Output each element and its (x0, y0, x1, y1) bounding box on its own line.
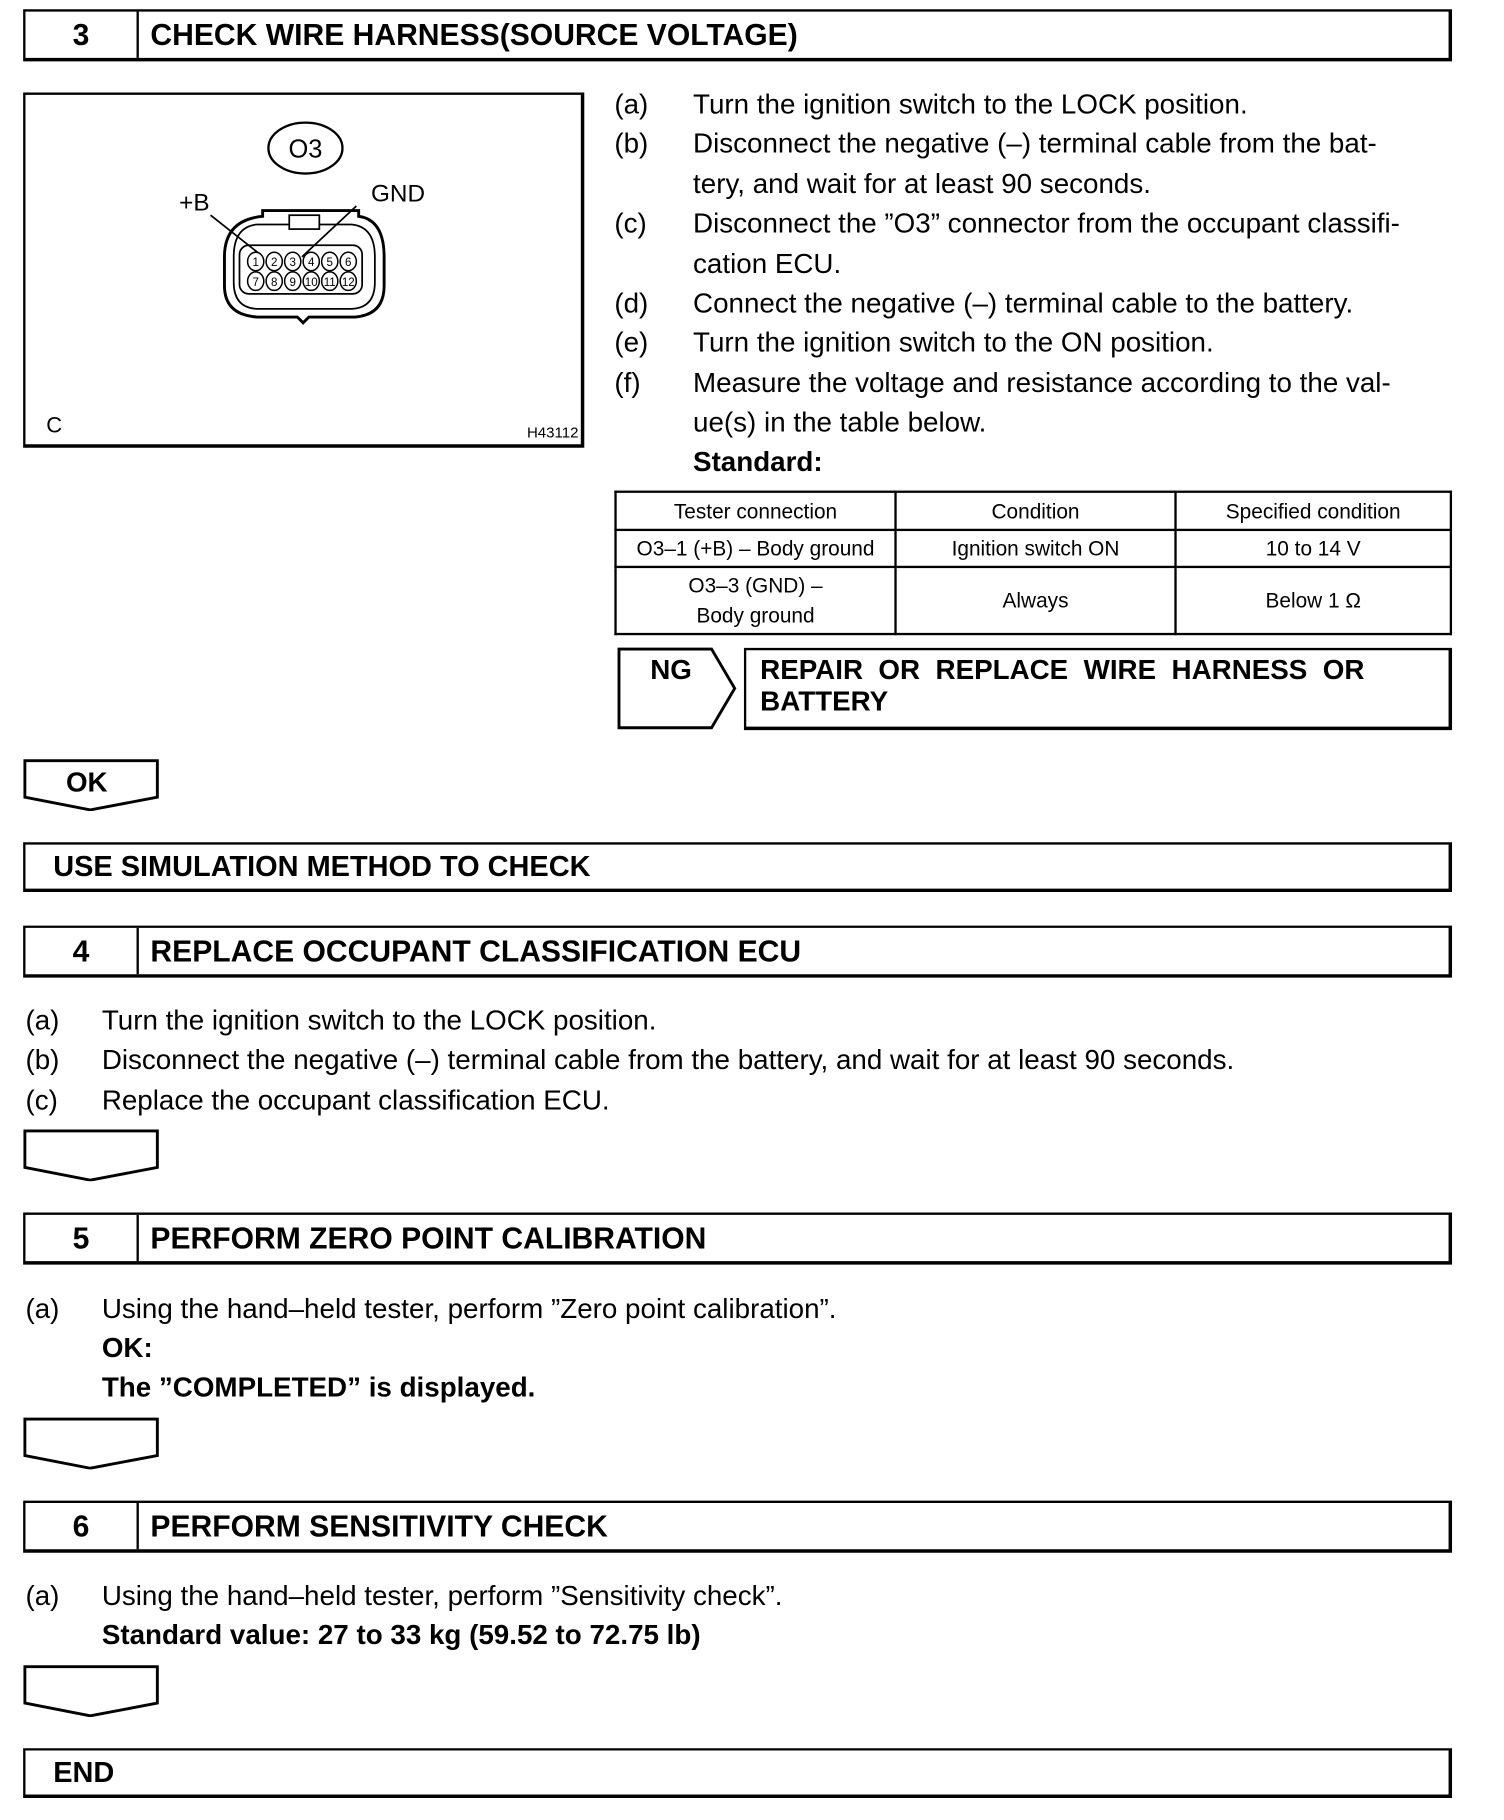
pin-number: 10 (304, 276, 318, 289)
table-cell (616, 567, 896, 634)
figure-id: H43112 (526, 424, 579, 442)
cell-line: Body ground (696, 603, 815, 628)
corner-label: C (46, 412, 63, 438)
ng-action-line2: BATTERY (760, 686, 889, 718)
step-label: (a) (25, 1580, 60, 1612)
table-row (616, 567, 1451, 634)
step-title: REPLACE OCCUPANT CLASSIFICATION ECU (150, 933, 802, 969)
pin-number: 3 (289, 257, 296, 270)
step-number: 6 (25, 1503, 138, 1549)
ok-label: OK (65, 767, 108, 799)
connector-label: O3 (288, 135, 323, 164)
step-number: 4 (25, 928, 138, 974)
pin-number: 6 (345, 257, 352, 270)
connector-diagram (25, 95, 580, 444)
next-arrow-icon (23, 1665, 160, 1717)
step-text: Using the hand–held tester, perform ”Sensitivity check”. (101, 1580, 783, 1612)
step-text: Turn the ignition switch to the LOCK position. (693, 89, 1248, 121)
ng-action-line1: REPAIR OR REPLACE WIRE HARNESS OR (760, 654, 1365, 687)
step-text: Disconnect the negative (–) terminal cable from the battery, and wait for at least 90 seconds. (101, 1044, 1235, 1077)
header-specified-condition: Specified condition (1176, 492, 1451, 530)
ng-label: NG (650, 654, 692, 687)
step-text: ue(s) in the table below. (693, 407, 987, 439)
step-text: Disconnect the negative (–) terminal cable from the bat- (693, 128, 1377, 161)
step-text: Connect the negative (–) terminal cable to the battery. (693, 288, 1354, 320)
step-text: cation ECU. (693, 248, 842, 280)
pin-number: 9 (289, 276, 296, 289)
step-label: (e) (614, 327, 649, 360)
step-text: Using the hand–held tester, perform ”Zero point calibration”. (101, 1293, 837, 1325)
step-number: 5 (25, 1215, 138, 1261)
pin-number: 5 (326, 257, 333, 270)
step-label: (d) (614, 288, 649, 320)
ok-criteria-label: OK: (101, 1332, 153, 1365)
step-3-header (23, 9, 1452, 61)
ng-action-box (744, 648, 1452, 730)
end-text: END (53, 1756, 115, 1789)
gnd-label: GND (371, 180, 425, 208)
simulation-text: USE SIMULATION METHOD TO CHECK (53, 850, 591, 883)
step-label: (a) (614, 89, 649, 121)
step-label: (c) (25, 1085, 58, 1117)
step-text: Replace the occupant classification ECU. (101, 1085, 610, 1117)
step-text: Turn the ignition switch to the ON position. (693, 327, 1214, 360)
table-cell: Ignition switch ON (896, 530, 1176, 567)
plus-b-label: +B (179, 189, 210, 217)
table-cell: Always (896, 567, 1176, 634)
table-row (616, 530, 1451, 567)
connector-figure (23, 93, 584, 448)
simulation-box (23, 842, 1452, 892)
table-cell: 10 to 14 V (1176, 530, 1451, 567)
step-number: 3 (25, 12, 138, 58)
end-box (23, 1748, 1452, 1798)
step-text: Disconnect the ”O3” connector from the occupant classifi- (693, 208, 1400, 240)
step-label: (b) (25, 1044, 60, 1077)
header-condition: Condition (896, 492, 1176, 530)
ok-criteria-text: The ”COMPLETED” is displayed. (101, 1372, 536, 1404)
next-arrow-icon (23, 1129, 160, 1181)
step-title: CHECK WIRE HARNESS(SOURCE VOLTAGE) (150, 17, 798, 53)
next-arrow-icon (23, 1417, 160, 1469)
step-label: (f) (614, 367, 641, 399)
step-5-header (23, 1213, 1452, 1265)
pin-number: 8 (270, 276, 278, 289)
table-cell: O3–1 (+B) – Body ground (616, 530, 896, 567)
step-label: (c) (614, 208, 647, 240)
pin-number: 1 (252, 257, 259, 270)
step-label: (a) (25, 1293, 60, 1325)
step-title: PERFORM SENSITIVITY CHECK (150, 1508, 608, 1544)
step-label: (b) (614, 128, 649, 161)
pin-number: 2 (270, 257, 278, 270)
cell-line: O3–3 (GND) – (688, 573, 823, 598)
pin-number: 7 (252, 276, 259, 289)
pin-number: 4 (308, 257, 315, 270)
step-text: Measure the voltage and resistance according to the val- (693, 367, 1391, 399)
step-text: Turn the ignition switch to the LOCK position. (101, 1005, 657, 1037)
pin-number: 11 (323, 276, 336, 289)
step-6-header (23, 1501, 1452, 1553)
pin-number: 12 (341, 276, 355, 289)
standard-value: Standard value: 27 to 33 kg (59.52 to 72.75 lb) (101, 1619, 701, 1652)
step-4-header (23, 926, 1452, 978)
step-title: PERFORM ZERO POINT CALIBRATION (150, 1220, 707, 1256)
standard-label: Standard: (693, 446, 823, 478)
step-label: (a) (25, 1005, 60, 1037)
step-text: tery, and wait for at least 90 seconds. (693, 168, 1151, 200)
header-tester-connection: Tester connection (616, 492, 896, 530)
standard-table (614, 491, 1452, 636)
table-cell: Below 1 Ω (1176, 567, 1451, 634)
